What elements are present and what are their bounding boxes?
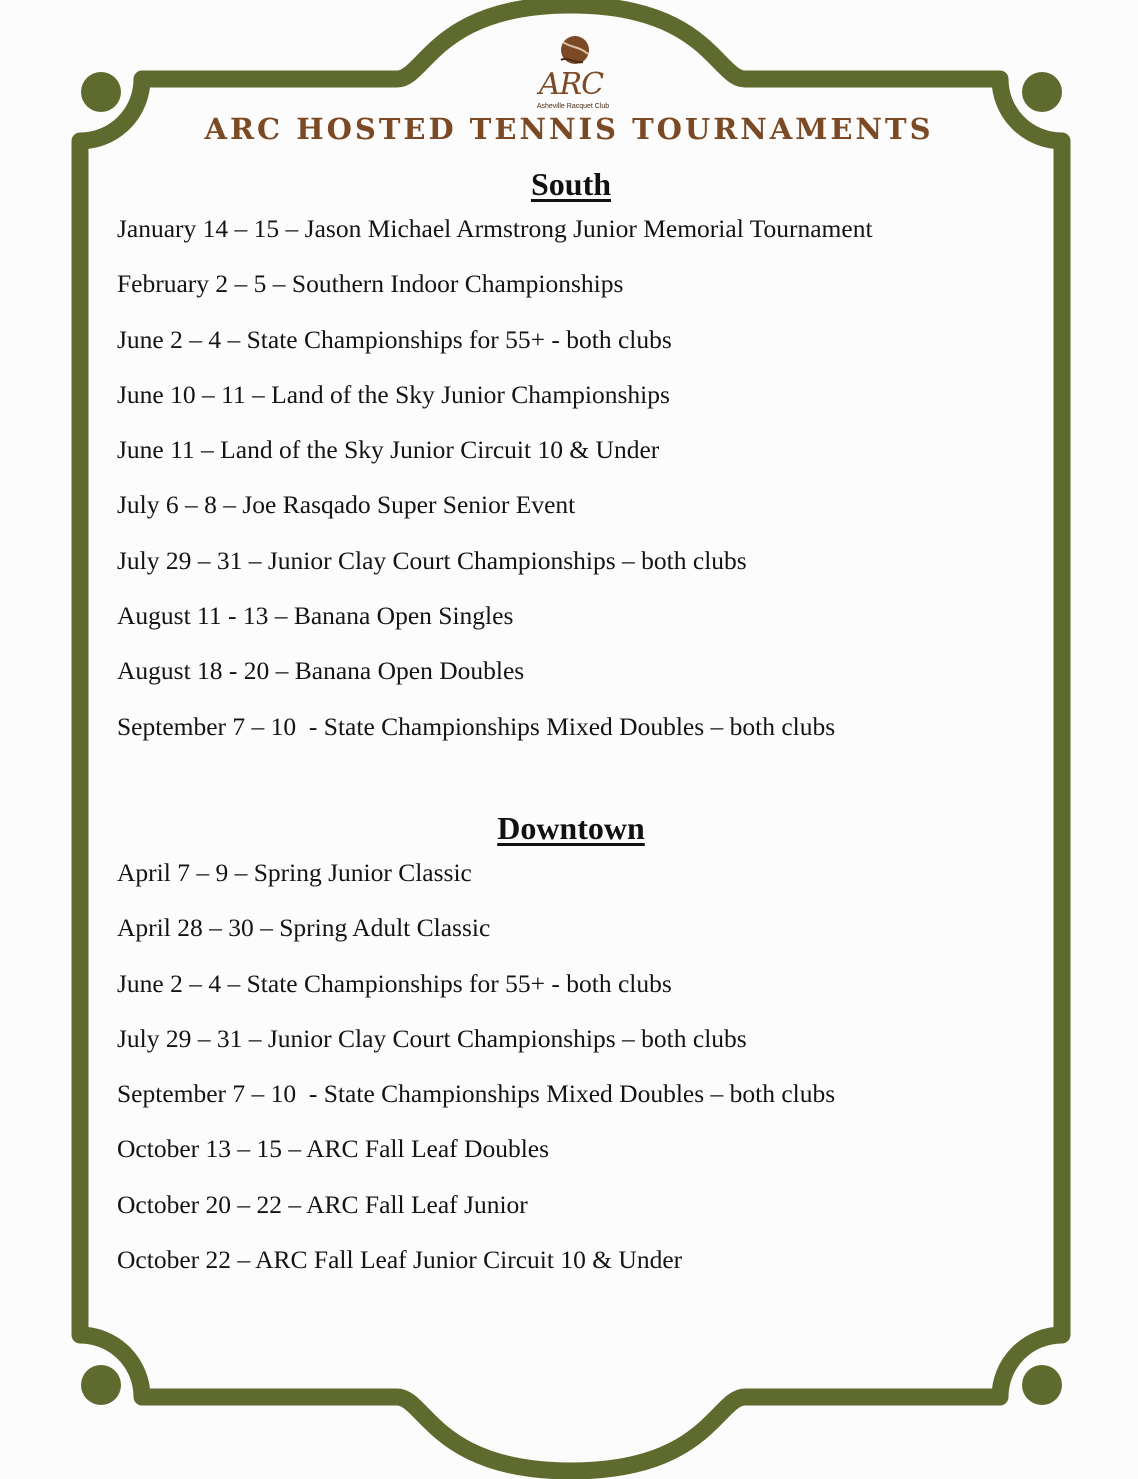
event-item: June 11 – Land of the Sky Junior Circuit 10 & Under: [117, 435, 660, 465]
event-item: January 14 – 15 – Jason Michael Armstrong Junior Memorial Tournament: [117, 214, 873, 243]
corner-dot-top-left: [81, 72, 121, 112]
logo-mark: ARC: [538, 67, 604, 102]
event-item: September 7 – 10 - State Championships Mixed Doubles – both clubs: [117, 1079, 836, 1109]
south-heading: South: [530, 166, 612, 202]
event-item: July 29 – 31 – Junior Clay Court Championships – both clubs: [117, 1023, 747, 1053]
event-item: April 28 – 30 – Spring Adult Classic: [117, 913, 491, 943]
page-title: ARC HOSTED TENNIS TOURNAMENTS: [204, 112, 934, 146]
event-item: February 2 – 5 – Southern Indoor Championships: [117, 269, 624, 299]
south-events-list: [117, 213, 873, 766]
event-item: June 10 – 11 – Land of the Sky Junior Championships: [117, 379, 670, 409]
event-item: June 2 – 4 – State Championships for 55+ - both clubs: [117, 968, 672, 998]
event-item: August 11 - 13 – Banana Open Singles: [117, 601, 514, 631]
corner-dot-bottom-left: [81, 1365, 121, 1405]
corner-dot-bottom-right: [1022, 1365, 1062, 1405]
downtown-events-list: [117, 857, 835, 1299]
event-item: June 2 – 4 – State Championships for 55+ - both clubs: [117, 324, 672, 354]
event-item: September 7 – 10 - State Championships Mixed Doubles – both clubs: [117, 711, 836, 741]
corner-dot-top-right: [1022, 72, 1062, 112]
tennis-ball-icon: [561, 36, 589, 64]
downtown-heading: Downtown: [497, 810, 645, 846]
event-item: October 22 – ARC Fall Leaf Junior Circuit 10 & Under: [117, 1245, 683, 1275]
logo-tagline: Asheville Racquet Club: [536, 103, 610, 110]
event-item: October 13 – 15 – ARC Fall Leaf Doubles: [117, 1134, 550, 1164]
arc-logo: [509, 34, 633, 114]
event-item: October 20 – 22 – ARC Fall Leaf Junior: [117, 1189, 528, 1219]
event-item: July 6 – 8 – Joe Rasqado Super Senior Event: [117, 490, 576, 520]
event-item: April 7 – 9 – Spring Junior Classic: [117, 858, 472, 887]
event-item: August 18 - 20 – Banana Open Doubles: [117, 656, 525, 686]
event-item: July 29 – 31 – Junior Clay Court Championships – both clubs: [117, 545, 747, 575]
